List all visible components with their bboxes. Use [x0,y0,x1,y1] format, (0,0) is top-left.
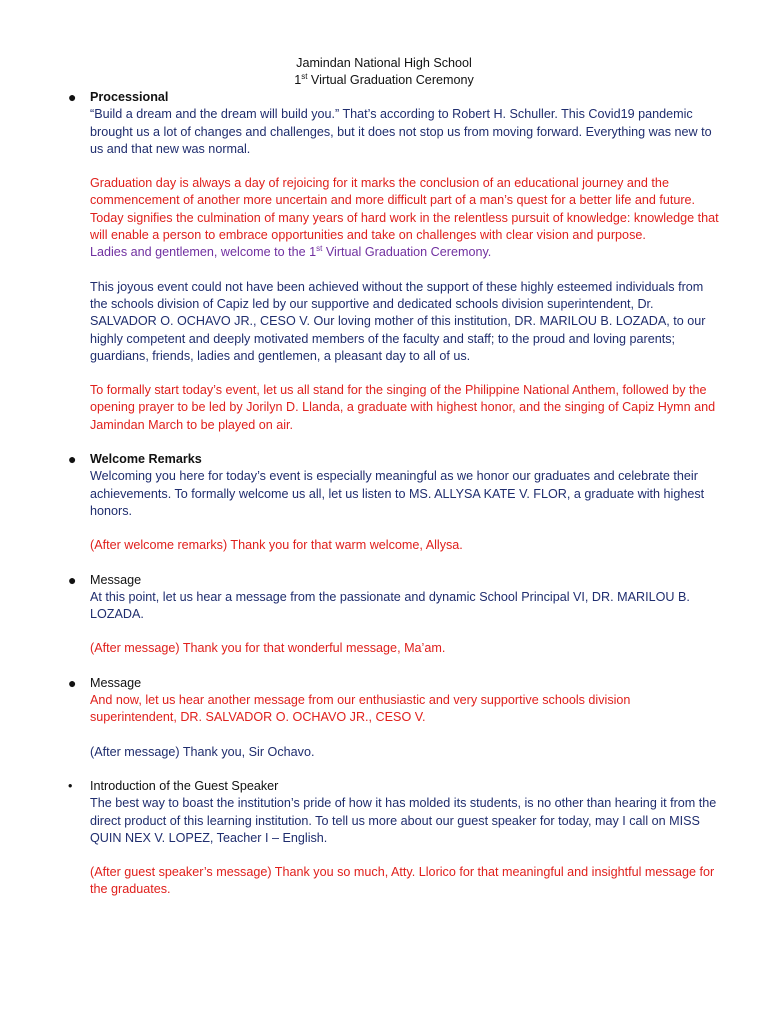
bullet-icon: • [68,778,73,793]
school-name: Jamindan National High School [296,56,472,70]
welcome-line: Ladies and gentlemen, welcome to the 1st Virtual Graduation Ceremony. [90,244,492,260]
bullet-icon: ● [68,89,77,105]
after-remark: (After message) Thank you for that wonderful message, Ma’am. [90,641,446,656]
section-heading: Introduction of the Guest Speaker [90,778,279,793]
bullet-icon: ● [68,674,77,691]
section-welcome-remarks [68,451,720,554]
support-paragraph: This joyous event could not have been achieved without the support of these highly esteemed individuals from the schools division of Capiz led by our supportive and dedicated schools division superintendent, Dr. SALVADOR O. OCHAVO JR., CESO V. Our loving mother of this institution, DR. MARILOU B. LOZADA, to our highly competent and deeply motivated members of the faculty and staff; to the proud and loving parents; guardians, friends, ladies and gentlemen, a pleasant day to all of us. [90,279,706,363]
section-body: Welcoming you here for today’s event is especially meaningful as we honor our graduates and celebrate their achievements. To formally welcome us all, let us listen to MS. ALLYSA KATE V. FLOR, a graduate with highest honors. [90,469,705,518]
section-message-principal [68,571,720,658]
section-body: At this point, let us hear a message from the passionate and dynamic School Principal VI, DR. MARILOU B. LOZADA. [90,589,690,622]
section-heading: Message [90,572,142,587]
section-processional [68,89,720,434]
after-remark: (After message) Thank you, Sir Ochavo. [90,744,315,759]
section-heading: Welcome Remarks [90,452,202,467]
after-remark: (After guest speaker’s message) Thank you so much, Atty. Llorico for that meaningful and insightful message for the graduates. [90,865,715,897]
bullet-icon: ● [68,451,77,468]
ceremony-title: 1st Virtual Graduation Ceremony [294,71,474,87]
quote-paragraph: “Build a dream and the dream will build you.” That’s according to Robert H. Schuller. This Covid19 pandemic brought us a lot of changes and challenges, but it does not stop us from moving forward. Everything was new to us and that new was normal. [90,107,712,156]
section-heading: Message [90,675,142,690]
anthem-paragraph: To formally start today’s event, let us all stand for the singing of the Philippine National Anthem, followed by the opening prayer to be led by Jorilyn D. Llanda, a graduate with highest honor, and the singing of Capiz Hymn and Jamindan March to be played on air. [90,383,716,432]
section-body: The best way to boast the institution’s pride of how it has molded its students, is no other than hearing it from the direct product of this learning institution. To tell us more about our guest speaker for today, may I call on MISS QUIN NEX V. LOPEZ, Teacher I – English. [90,796,717,845]
graduation-day-paragraph: Graduation day is always a day of rejoicing for it marks the conclusion of an educational journey and the commencement of another more uncertain and more difficult part of a man’s quest for a better life and future. Today signifies the culmination of many years of hard work in the relentless pursuit of knowledge: knowledge that will enable a person to embrace opportunities and take on challenges with clear vision and purpose. [90,176,719,243]
section-body: And now, let us hear another message from our enthusiastic and very supportive schools division superintendent, DR. SALVADOR O. OCHAVO JR., CESO V. [90,693,631,725]
document-title [0,55,768,89]
section-message-superintendent [68,674,720,761]
after-remark: (After welcome remarks) Thank you for that warm welcome, Allysa. [90,538,463,553]
program-content [68,89,720,899]
section-heading: Processional [90,90,169,104]
bullet-icon: ● [68,571,77,588]
section-guest-speaker [68,778,720,899]
